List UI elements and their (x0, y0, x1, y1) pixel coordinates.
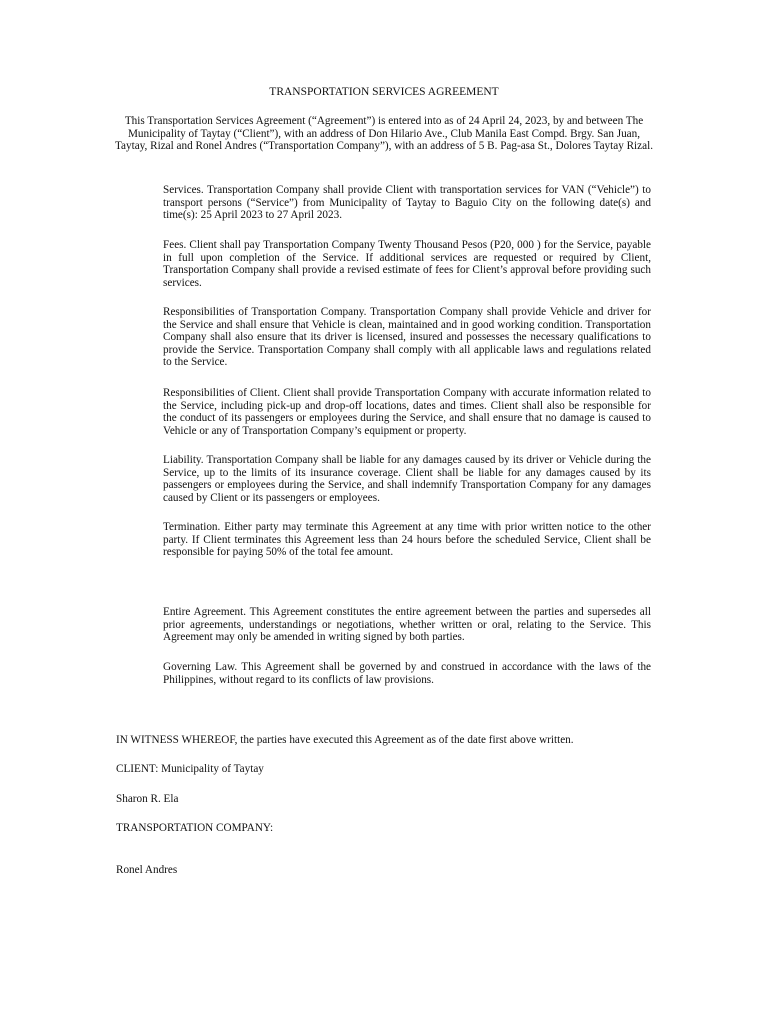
company-signatory: Ronel Andres (116, 864, 178, 876)
company-line: TRANSPORTATION COMPANY: (116, 822, 274, 834)
clause-liability: Liability. Transportation Company shall be liable for any damages caused by its driver or Vehicle during the Service, up to the limits of its insurance coverage. Client shall be liable for any damages caused by its passengers or employees during the Service, and shall indemnify Transportation Company for any damages caused by Client or its passengers or employees. (163, 454, 651, 504)
clause-fees: Fees. Client shall pay Transportation Company Twenty Thousand Pesos (P20, 000 ) for the Service, payable in full upon completion of the Service. If additional services are requested or required by Client, Transportation Company shall provide a revised estimate of fees for Client’s approval before providing such services. (163, 239, 651, 289)
clause-transport-company-responsibilities: Responsibilities of Transportation Company. Transportation Company shall provide Vehicle and driver for the Service and shall ensure that Vehicle is clean, maintained and in good working condition. Transportation Company shall also ensure that its driver is licensed, insured and possesses the necessary qualifications to provide the Service. Transportation Company shall comply with all applicable laws and regulations related to the Service. (163, 306, 651, 369)
client-line: CLIENT: Municipality of Taytay (116, 763, 264, 775)
intro-paragraph: This Transportation Services Agreement (“Agreement”) is entered into as of 24 April 24, 2023, by and between The Municipality of Taytay (“Client”), with an address of Don Hilario Ave., Club Manila East Compd. Brgy. San Juan, Taytay, Rizal and Ronel Andres (“Transportation Company”), with an address of 5 B. Pag-asa St., Dolores Taytay Rizal. (114, 115, 654, 153)
witness-statement: IN WITNESS WHEREOF, the parties have executed this Agreement as of the date first above written. (116, 734, 574, 746)
clause-services: Services. Transportation Company shall provide Client with transportation services for VAN (“Vehicle”) to transport persons (“Service”) from Municipality of Taytay to Baguio City on the following date(s) and time(s): 25 April 2023 to 27 April 2023. (163, 184, 651, 222)
clause-governing-law: Governing Law. This Agreement shall be governed by and construed in accordance with the laws of the Philippines, without regard to its conflicts of law provisions. (163, 661, 651, 686)
clause-client-responsibilities: Responsibilities of Client. Client shall provide Transportation Company with accurate information related to the Service, including pick-up and drop-off locations, dates and times. Client shall also be responsible for the conduct of its passengers or employees during the Service, and shall ensure that no damage is caused to Vehicle or any of Transportation Company’s equipment or property. (163, 387, 651, 437)
client-signatory: Sharon R. Ela (116, 793, 179, 805)
document-title: TRANSPORTATION SERVICES AGREEMENT (269, 86, 499, 98)
clause-termination: Termination. Either party may terminate this Agreement at any time with prior written notice to the other party. If Client terminates this Agreement less than 24 hours before the scheduled Service, Client shall be responsible for paying 50% of the total fee amount. (163, 521, 651, 559)
clause-entire-agreement: Entire Agreement. This Agreement constitutes the entire agreement between the parties and supersedes all prior agreements, understandings or negotiations, whether written or oral, relating to the Service. This Agreement may only be amended in writing signed by both parties. (163, 606, 651, 644)
